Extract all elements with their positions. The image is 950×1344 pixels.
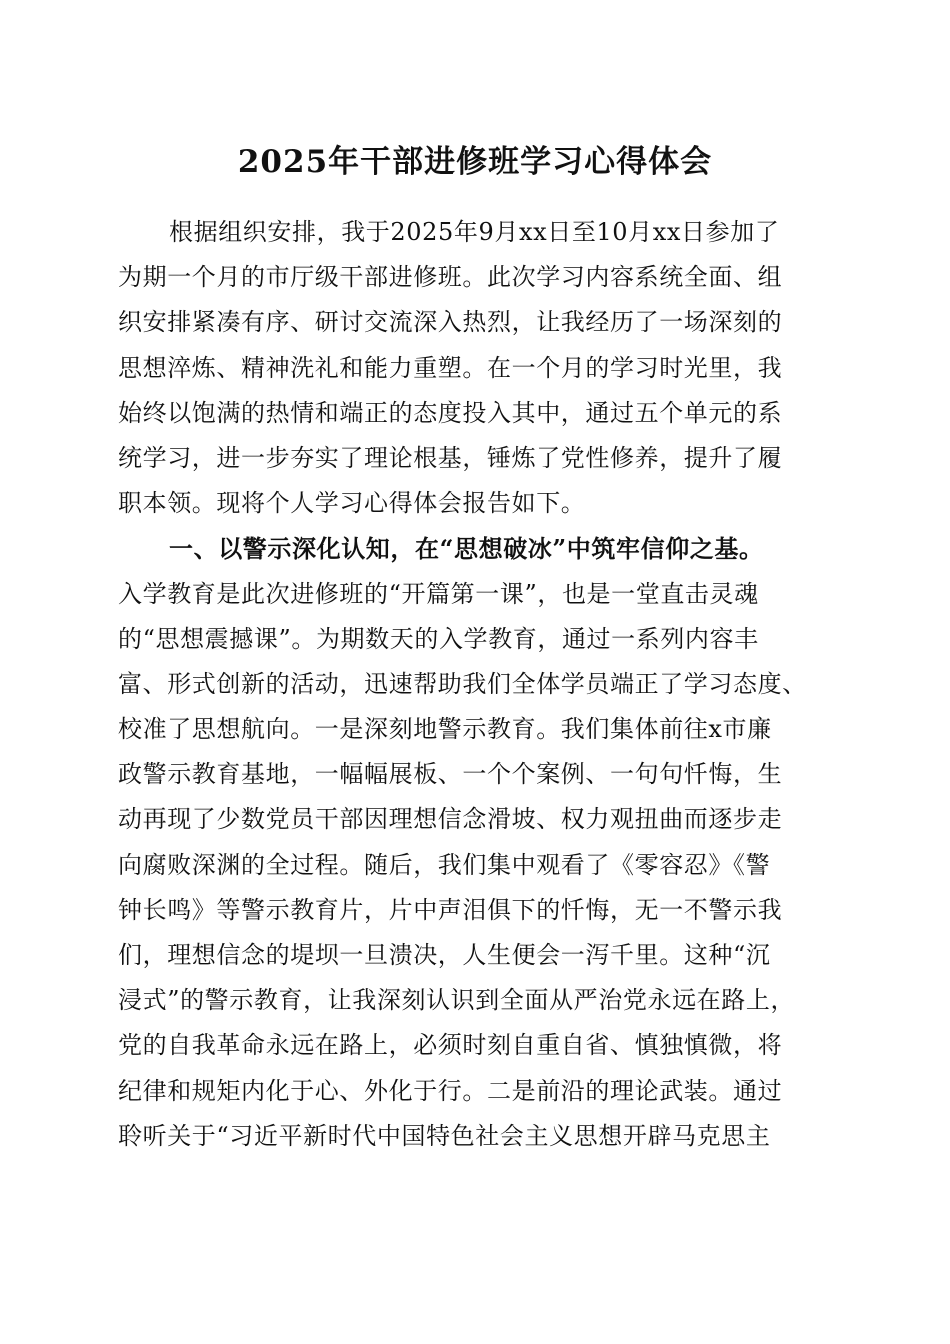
section-heading: 一、以警示深化认知，在“思想破冰”中筑牢信仰之基。 <box>169 534 764 564</box>
paragraph-line: 统学习，进一步夯实了理论根基，锤炼了党性修养，提升了履 <box>118 443 783 472</box>
paragraph-line: 钟长鸣》等警示教育片，片中声泪俱下的忏悔，无一不警示我 <box>118 895 783 924</box>
document-body <box>118 210 838 1159</box>
paragraph-line: 浸式”的警示教育，让我深刻认识到全面从严治党永远在路上， <box>118 986 796 1015</box>
paragraph-line: 纪律和规矩内化于心、外化于行。二是前沿的理论武装。通过 <box>118 1076 783 1105</box>
paragraph-line: 向腐败深渊的全过程。随后，我们集中观看了《零容忍》《警 <box>118 850 771 879</box>
paragraph-line: 校准了思想航向。一是深刻地警示教育。我们集体前往x市廉 <box>118 715 772 744</box>
paragraph-line: 们，理想信念的堤坝一旦溃决，人生便会一泻千里。这种“沉 <box>118 941 771 969</box>
paragraph-line: 为期一个月的市厅级干部进修班。此次学习内容系统全面、组 <box>118 263 783 292</box>
paragraph-line: 聆听关于“习近平新时代中国特色社会主义思想开辟马克思主 <box>118 1121 771 1150</box>
paragraph-line: 政警示教育基地，一幅幅展板、一个个案例、一句句忏悔，生 <box>118 760 783 789</box>
paragraph-line: 入学教育是此次进修班的“开篇第一课”，也是一堂直击灵魂 <box>118 579 759 608</box>
paragraph-line: 思想淬炼、精神洗礼和能力重塑。在一个月的学习时光里，我 <box>118 353 783 382</box>
document-title: 2025年干部进修班学习心得体会 <box>237 144 713 180</box>
paragraph-line: 动再现了少数党员干部因理想信念滑坡、权力观扭曲而逐步走 <box>118 805 783 834</box>
paragraph-line: 职本领。现将个人学习心得体会报告如下。 <box>118 489 586 518</box>
paragraph-line: 始终以饱满的热情和端正的态度投入其中，通过五个单元的系 <box>118 398 783 427</box>
paragraph-line: 的“思想震撼课”。为期数天的入学教育，通过一系列内容丰 <box>118 624 759 653</box>
paragraph-line: 根据组织安排，我于2025年9月xx日至10月xx日参加了 <box>169 218 780 246</box>
paragraph-line: 富、形式创新的活动，迅速帮助我们全体学员端正了学习态度、 <box>118 669 807 698</box>
paragraph-line: 织安排紧凑有序、研讨交流深入热烈，让我经历了一场深刻的 <box>118 308 783 337</box>
paragraph-line: 党的自我革命永远在路上，必须时刻自重自省、慎独慎微，将 <box>118 1031 783 1060</box>
